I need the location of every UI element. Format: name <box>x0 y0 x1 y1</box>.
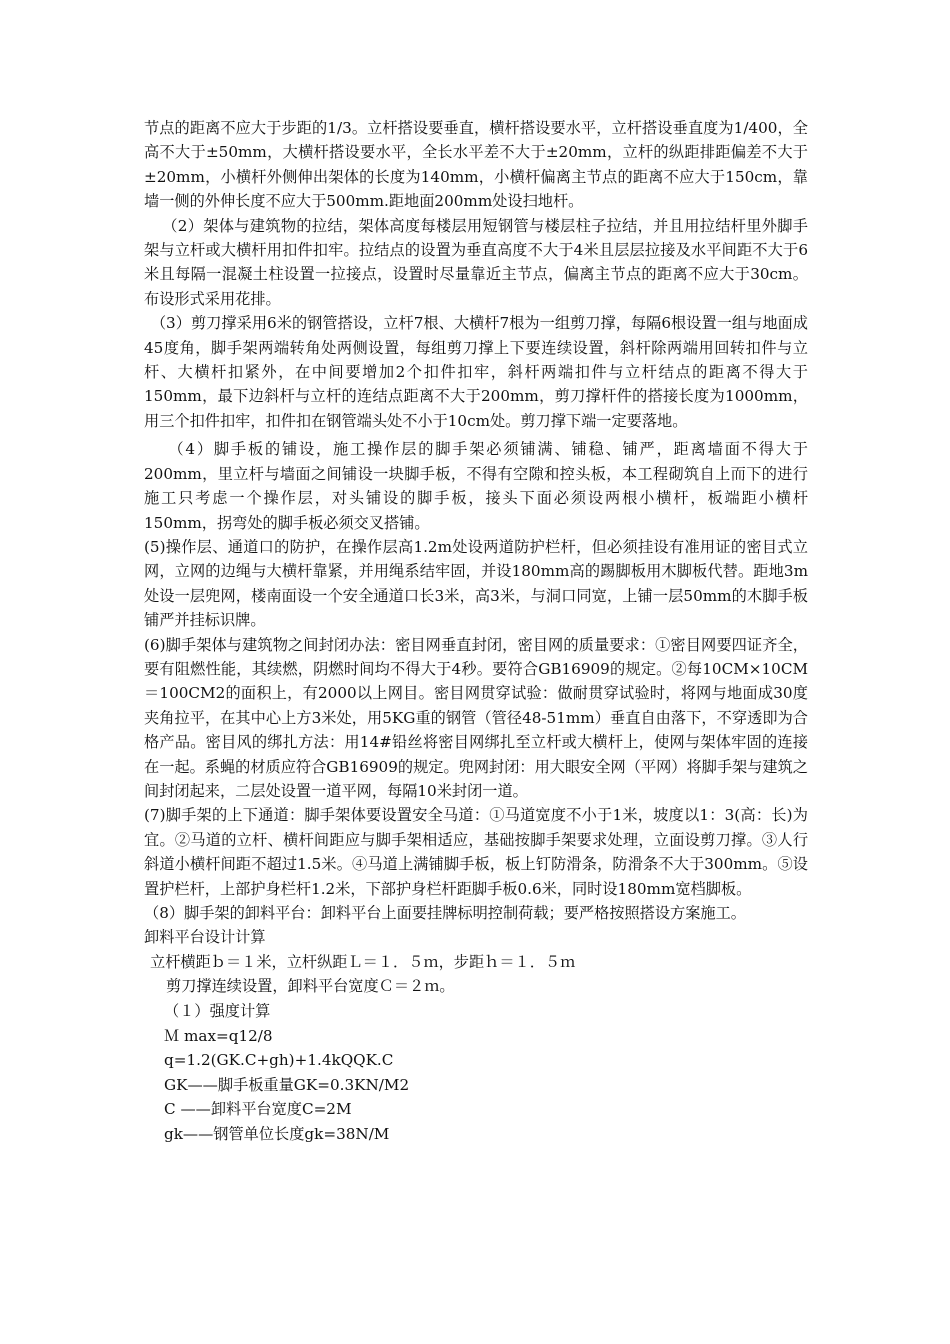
paragraph-7-access-ramp: (7)脚手架的上下通道：脚手架体要设置安全马道：①马道宽度不小于1米，坡度以1：3(高：长)为宜。②马道的立杆、横杆间距应与脚手架相适应，基础按脚手架要求处理，立面设剪刀撑。③人行斜道小横杆间距不超过1.5米。④马道上满铺脚手板，板上钉防滑条，防滑条不大于300mm。⑤设置护栏杆，上部护身栏杆1.2米，下部护身栏杆距脚手板0.6米，同时设180mm宽档脚板。 <box>144 806 808 898</box>
paragraph-4-scaffold-board: （4）脚手板的铺设，施工操作层的脚手架必须铺满、铺稳、铺严，距离墙面不得大于200mm，里立杆与墙面之间铺设一块脚手板，不得有空隙和控头板，本工程砌筑自上而下的进行施工只考虑一个操作层，对头铺设的脚手板，接头下面必须设两根小横杆，板端距小横杆150mm，拐弯处的脚手板必须交叉搭铺。 <box>144 440 808 532</box>
paragraph-3-scissor-brace: （3）剪刀撑采用6米的钢管搭设，立杆7根、大横杆7根为一组剪刀撑，每隔6根设置一组与地面成45度角，脚手架两端转角处两侧设置，每组剪刀撑上下要连续设置，斜杆除两端用回转扣件与立杆、大横杆扣紧外，在中间要增加2个扣件扣牢，斜杆两端扣件与立杆结点的距离不得大于150mm，最下边斜杆与立杆的连结点距离不大于200mm，剪刀撑杆件的搭接长度为1000mm，用三个扣件扣牢，扣件扣在钢管端头处不小于10cm处。剪刀撑下端一定要落地。 <box>144 314 808 430</box>
calc-line-gk-board-weight: GK——脚手板重量GK=0.3KN/M2 <box>164 1075 410 1094</box>
paragraph-8-unloading-platform: （8）脚手架的卸料平台：卸料平台上面要挂牌标明控制荷载；要严格按照搭设方案施工。 <box>144 904 746 922</box>
paragraph-node-distance: 节点的距离不应大于步距的1/3。立杆搭设要垂直，横杆搭设要水平，立杆搭设垂直度为1/400，全高不大于±50mm，大横杆搭设要水平，全长水平差不大于±20mm，立杆的纵距排距偏差不大于±20mm，小横杆外侧伸出架体的长度为140mm，小横杆偏离主节点的距离不应大于150cm，靠墙一侧的外伸长度不应大于500mm.距地面200mm处设扫地杆。 <box>144 119 808 211</box>
calc-line-c-platform-width: C ——卸料平台宽度C=2M <box>164 1100 352 1119</box>
paragraph-6-dense-mesh-closure: (6)脚手架体与建筑物之间封闭办法：密目网垂直封闭，密目网的质量要求：①密目网要四证齐全，要有阻燃性能，其续燃，阴燃时间均不得大于4秒。要符合GB16909的规定。②每10CM×10CM＝100CM2的面积上，有2000以上网目。密目网贯穿试验：做耐贯穿试验时，将网与地面成30度夹角拉平，在其中心上方3米处，用5KG重的钢管（管径48-51mm）垂直自由落下，不穿透即为合格产品。密目风的绑扎方法：用14#铅丝将密目网绑扎至立杆或大横杆上，使网与架体牢固的连接在一起。系蝇的材质应符合GB16909的规定。兜网封闭：用大眼安全网（平网）将脚手架与建筑之间封闭起来，二层处设置一道平网，每隔10米封闭一道。 <box>144 635 808 800</box>
calc-line-spacing: 立杆横距ｂ＝１米，立杆纵距Ｌ＝１．５ｍ，步距ｈ＝１．５ｍ <box>150 952 576 971</box>
calc-line-platform-width: 剪刀撑连续设置，卸料平台宽度Ｃ＝２ｍ。 <box>166 977 455 996</box>
calc-line-gk-pipe-weight: gk——钢管单位长度gk=38N/M <box>164 1124 390 1143</box>
calc-line-q-formula: q=1.2(GK.C+gh)+1.4kQQK.C <box>164 1051 394 1070</box>
paragraph-5-operation-layer-protection: (5)操作层、通道口的防护，在操作层高1.2m处设两道防护栏杆，但必须挂设有准用证的密目式立网，立网的边绳与大横杆靠紧，并用绳系结牢固，并设180mm高的踢脚板用木脚板代替。距地3m处设一层兜网，楼南面设一个安全通道口长3米，高3米，与洞口同宽，上铺一层50mm的木脚手板铺严并挂标识牌。 <box>144 537 808 630</box>
document-body <box>144 116 808 1147</box>
calc-line-strength-heading: （１）强度计算 <box>164 1002 271 1020</box>
paragraph-2-tie-connection: （2）架体与建筑物的拉结，架体高度每楼层用短钢管与楼层柱子拉结，并且用拉结杆里外脚手架与立杆或大横杆用扣件扣牢。拉结点的设置为垂直高度不大于4米且层层拉接及水平间距不大于6米且每隔一混凝土柱设置一拉接点，设置时尽量靠近主节点，偏离主节点的距离不应大于30cm。布设形式采用花排。 <box>144 216 808 308</box>
calc-line-mmax-formula: Ｍ max=q12/8 <box>164 1026 273 1045</box>
section-heading-platform-calc: 卸料平台设计计算 <box>144 928 266 947</box>
